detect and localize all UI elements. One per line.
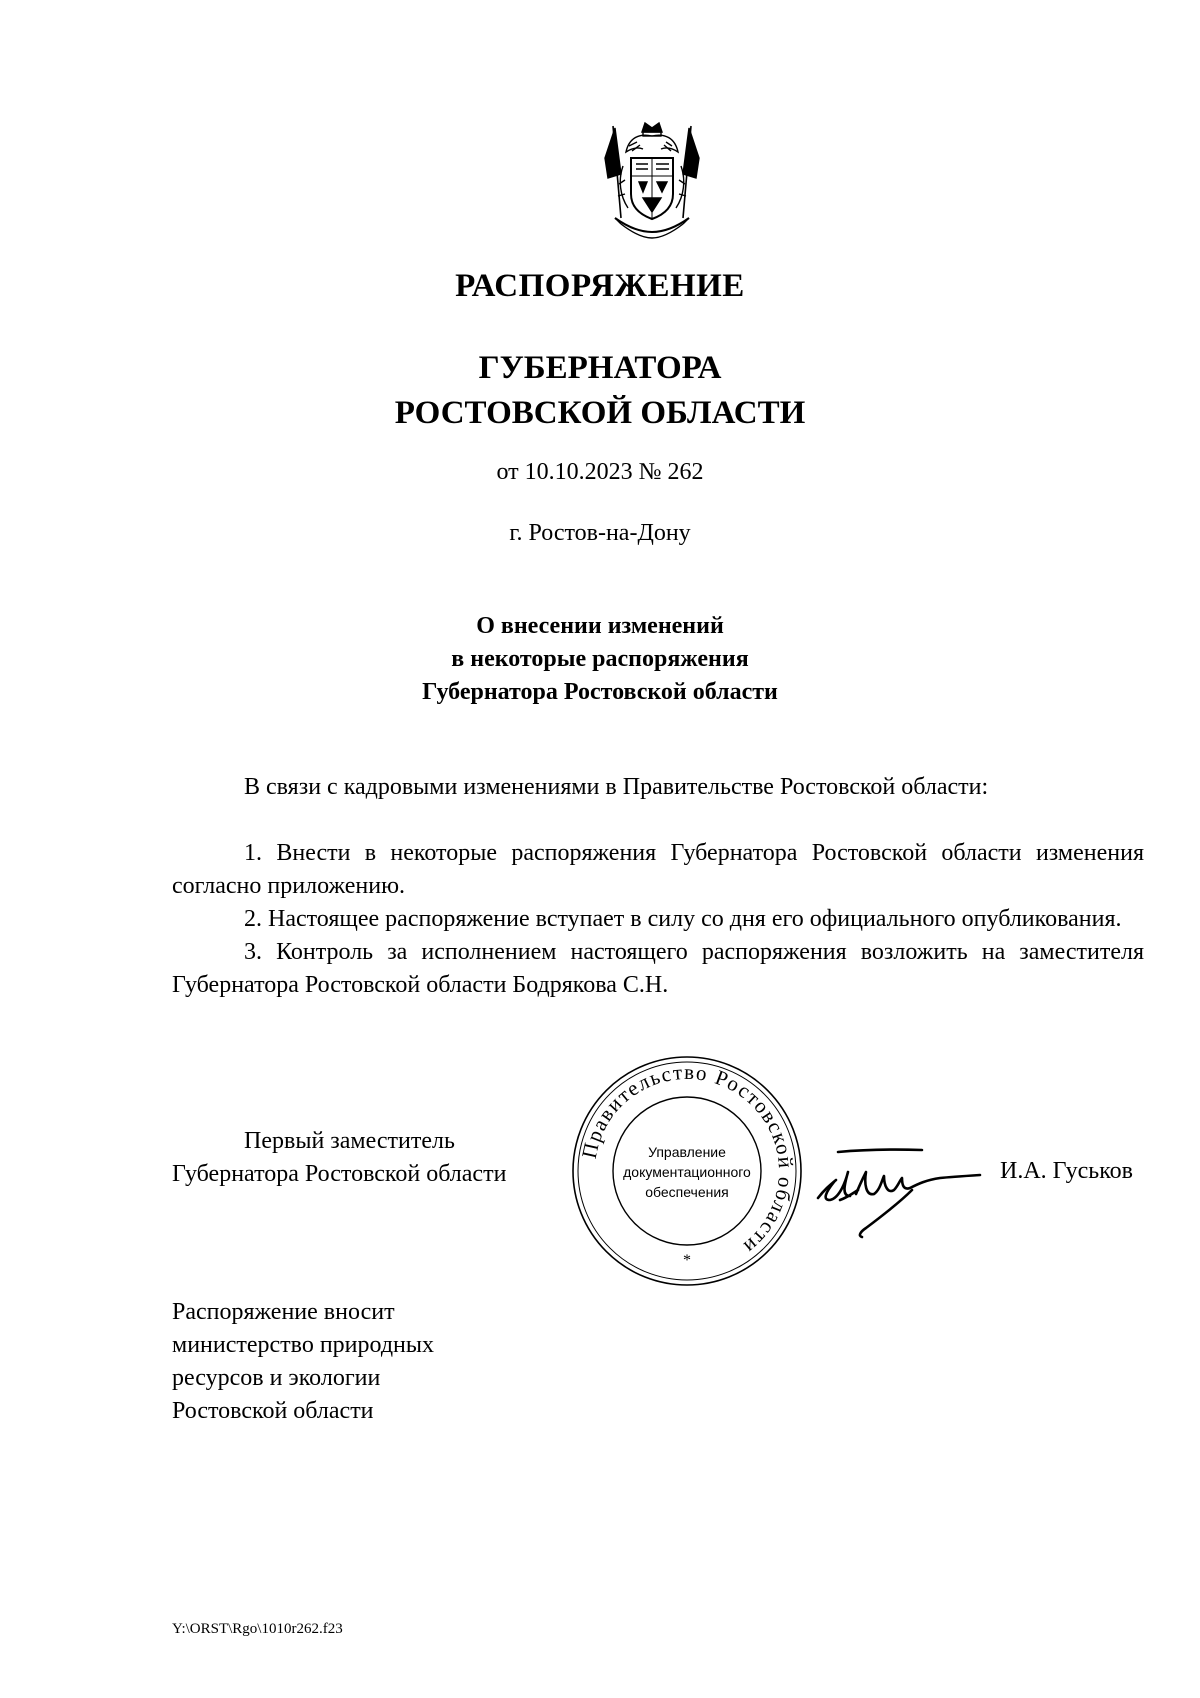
seal-outer-text: Правительство Ростовской области [576,1059,799,1260]
submitted-by-block [172,1296,434,1428]
order-items [172,837,1144,1002]
document-type-heading: РАСПОРЯЖЕНИЕ [455,268,745,304]
signatory-name: И.А. Гуськов [1000,1158,1133,1184]
subject-line-3: Губернатора Ростовской области [422,679,778,705]
signatory-title-line-1: Первый заместитель [244,1128,455,1154]
document-city: г. Ростов-на-Дону [509,520,691,546]
signatory-title-line-2: Губернатора Ростовской области [172,1161,507,1187]
handwritten-signature-icon [800,1140,985,1245]
submitted-by-line-2: министерство природных [172,1332,434,1358]
authority-line-1: ГУБЕРНАТОРА [478,350,722,386]
submitted-by-line-4: Ростовской области [172,1398,374,1424]
seal-inner-line-1: Управление [648,1144,726,1160]
file-path-footer: Y:\ORST\Rgo\1010r262.f23 [172,1621,343,1637]
submitted-by-line-1: Распоряжение вносит [172,1299,395,1325]
coat-of-arms-icon [599,118,705,242]
order-item-3: 3. Контроль за исполнением настоящего распоряжения возложить на заместителя Губернатора Ростовской области Бодрякова С.Н. [172,939,1144,998]
order-item-2: 2. Настоящее распоряжение вступает в силу со дня его официального опубликования. [244,906,1122,932]
order-item-1: 1. Внести в некоторые распоряжения Губернатора Ростовской области изменения согласно приложению. [172,840,1144,899]
preamble-paragraph: В связи с кадровыми изменениями в Правительстве Ростовской области: [244,774,989,800]
document-subject [0,610,1200,709]
subject-line-2: в некоторые распоряжения [451,646,749,672]
document-date-number: от 10.10.2023 № 262 [496,459,704,485]
authority-line-2: РОСТОВСКОЙ ОБЛАСТИ [394,395,806,431]
official-seal-icon [571,1055,803,1287]
submitted-by-line-3: ресурсов и экологии [172,1365,381,1391]
seal-inner-line-2: документационного [623,1164,751,1180]
signatory-title [172,1125,506,1191]
seal-star: * [683,1252,691,1269]
subject-line-1: О внесении изменений [476,613,724,639]
seal-inner-line-3: обеспечения [645,1184,729,1200]
issuing-authority-heading [0,346,1200,436]
